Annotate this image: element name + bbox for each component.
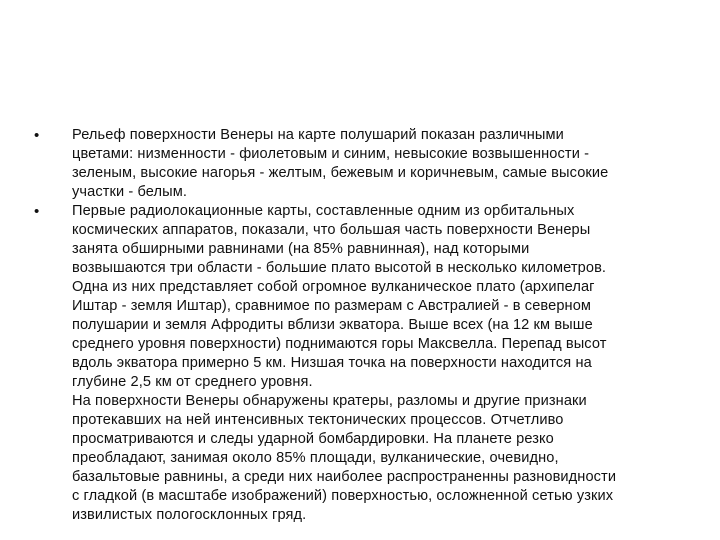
bullet-list bbox=[32, 126, 692, 525]
slide-content bbox=[32, 126, 692, 525]
bullet-text-radar-maps: Первые радиолокационные карты, составленные одним из орбитальных космических аппаратов, показали, что большая часть поверхности Венеры занята обширными равнинами (на 85% равнинная), над которыми возвышаются три области - большие плато высотой в несколько километров. Одна из них представляет собой огромное вулканическое плато (архипелаг Иштар - земля Иштар), сравнимое по размерам с Австралией - в северном полушарии и земля Афродиты вблизи экватора. Выше всех (на 12 км выше среднего уровня поверхности) поднимаются горы Максвелла. Перепад высот вдоль экватора примерно 5 км. Низшая точка на поверхности находится на глубине 2,5 км от среднего уровня. На поверхности Венеры обнаружены кратеры, разломы и другие признаки протекавших на ней интенсивных тектонических процессов. Отчетливо просматриваются и следы ударной бомбардировки. На планете резко преобладают, занимая около 85% площади, вулканические, очевидно, базальтовые равнины, а среди них наиболее распространенны разновидности с гладкой (в масштабе изображений) поверхностью, осложненной сетью узких извилистых пологосклонных гряд. bbox=[72, 203, 617, 523]
bullet-item-radar-maps bbox=[32, 202, 692, 525]
bullet-text-relief: Рельеф поверхности Венеры на карте полушарий показан различными цветами: низменности - фиолетовым и синим, невысокие возвышенности - зеленым, высокие нагорья - желтым, бежевым и коричневым, самые высокие участки - белым. bbox=[72, 127, 609, 200]
bullet-marker: • bbox=[34, 203, 40, 220]
bullet-item-relief bbox=[32, 126, 692, 202]
bullet-marker: • bbox=[34, 127, 40, 144]
